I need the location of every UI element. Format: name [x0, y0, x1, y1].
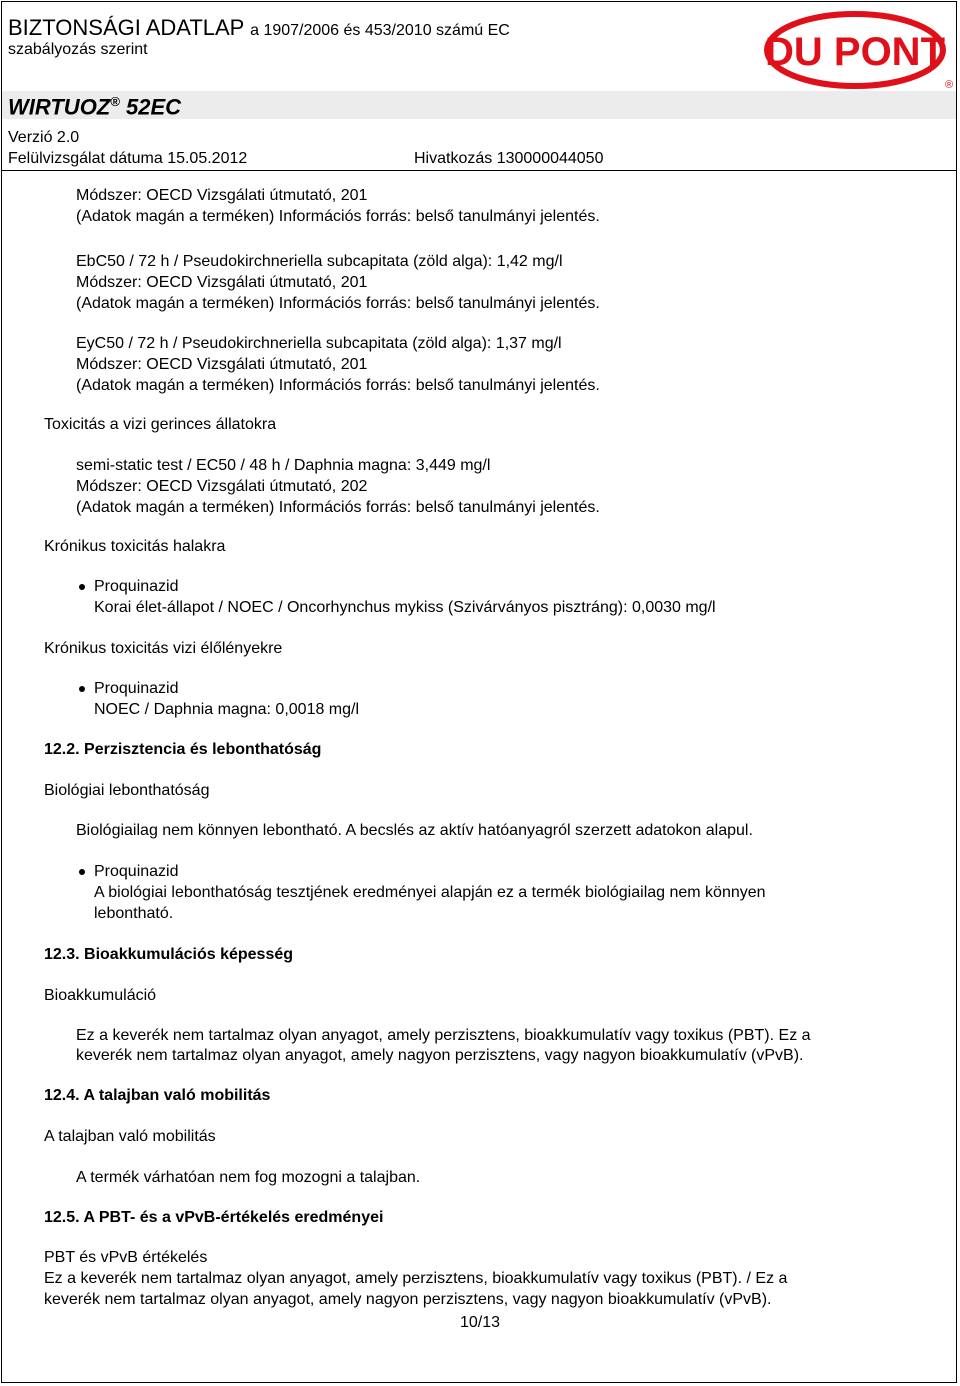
logo-text: DU PONT [765, 30, 945, 74]
substance-name: Proquinazid [94, 863, 179, 880]
pbt-assessment-statement-cont: keverék nem tartalmaz olyan anyagot, amely nagyon perzisztens, vagy nagyon bioakkumulatív (vPvB). [44, 1291, 772, 1308]
substance-name: Proquinazid [94, 680, 179, 697]
bioaccumulation-statement: Ez a keverék nem tartalmaz olyan anyagot, amely perzisztens, bioakkumulatív vagy toxikus (PBT). Ez a [76, 1027, 811, 1044]
product-name [8, 88, 181, 121]
method-line: Módszer: OECD Vizsgálati útmutató, 201 [76, 356, 368, 373]
bullet-icon [79, 584, 85, 590]
logo-registered-mark: ® [945, 79, 954, 91]
document-title-large: BIZTONSÁGI ADATLAP [8, 15, 244, 40]
product-registered-mark: ® [110, 94, 120, 109]
fish-noec-result: Korai élet-állapot / NOEC / Oncorhynchus mykiss (Szivárványos pisztráng): 0,0030 mg/l [94, 599, 716, 616]
section-12-3-heading: 12.3. Bioakkumulációs képesség [44, 946, 294, 963]
product-name-suffix: 52EC [125, 94, 182, 120]
ebc50-result: EbC50 / 72 h / Pseudokirchneriella subcapitata (zöld alga): 1,42 mg/l [76, 253, 563, 270]
subheading-pbt-assessment: PBT és vPvB értékelés [44, 1249, 208, 1266]
subheading-soil-mobility: A talajban való mobilitás [44, 1128, 216, 1145]
dupont-logo [762, 8, 952, 90]
reference-number: Hivatkozás 130000044050 [414, 150, 604, 167]
method-line: Módszer: OECD Vizsgálati útmutató, 202 [76, 478, 368, 495]
section-12-4-heading: 12.4. A talajban való mobilitás [44, 1087, 271, 1104]
biodegradability-statement: Biológiailag nem könnyen lebontható. A becslés az aktív hatóanyagról szerzett adatokon alapul. [76, 822, 753, 839]
bioaccumulation-statement-cont: keverék nem tartalmaz olyan anyagot, amely nagyon perzisztens, vagy nagyon bioakkumulatív (vPvB). [76, 1047, 804, 1064]
subheading-bioaccumulation: Bioakkumuláció [44, 987, 157, 1004]
biodegradability-test-result-cont: lebontható. [94, 905, 174, 922]
source-line: (Adatok magán a terméken) Információs forrás: belső tanulmányi jelentés. [76, 208, 600, 225]
section-12-2-heading: 12.2. Perzisztencia és lebonthatóság [44, 741, 322, 758]
bullet-icon [79, 869, 85, 875]
daphnia-ec50-result: semi-static test / EC50 / 48 h / Daphnia magna: 3,449 mg/l [76, 457, 491, 474]
source-line: (Adatok magán a terméken) Információs forrás: belső tanulmányi jelentés. [76, 499, 600, 516]
source-line: (Adatok magán a terméken) Információs forrás: belső tanulmányi jelentés. [76, 295, 600, 312]
document-title-regulation: a 1907/2006 és 453/2010 számú EC [250, 22, 510, 39]
page-number: 10/13 [459, 1314, 501, 1331]
method-line: Módszer: OECD Vizsgálati útmutató, 201 [76, 274, 368, 291]
method-line: Módszer: OECD Vizsgálati útmutató, 201 [76, 187, 368, 204]
subheading-invertebrate-toxicity: Toxicitás a vizi gerinces állatokra [44, 416, 277, 433]
daphnia-noec-result: NOEC / Daphnia magna: 0,0018 mg/l [94, 701, 360, 718]
subheading-chronic-aquatic-toxicity: Krónikus toxicitás vizi élőlényekre [44, 640, 283, 657]
document-subtitle: szabályozás szerint [8, 41, 148, 58]
revision-date: Felülvizsgálat dátuma 15.05.2012 [8, 150, 248, 167]
pbt-assessment-statement: Ez a keverék nem tartalmaz olyan anyagot, amely perzisztens, bioakkumulatív vagy toxikus (PBT). / Ez a [44, 1270, 788, 1287]
substance-name: Proquinazid [94, 578, 179, 595]
eyc50-result: EyC50 / 72 h / Pseudokirchneriella subcapitata (zöld alga): 1,37 mg/l [76, 335, 562, 352]
subheading-biodegradability: Biológiai lebonthatóság [44, 782, 210, 799]
biodegradability-test-result: A biológiai lebonthatóság tesztjének eredményei alapján ez a termék biológiailag nem könnyen [94, 884, 766, 901]
header-divider [2, 170, 956, 171]
version-label: Verzió 2.0 [8, 129, 80, 146]
section-12-5-heading: 12.5. A PBT- és a vPvB-értékelés eredményei [44, 1209, 384, 1226]
soil-mobility-statement: A termék várhatóan nem fog mozogni a talajban. [76, 1169, 421, 1186]
product-name-main: WIRTUOZ [8, 94, 111, 120]
bullet-icon [79, 686, 85, 692]
subheading-chronic-fish-toxicity: Krónikus toxicitás halakra [44, 538, 226, 555]
source-line: (Adatok magán a terméken) Információs forrás: belső tanulmányi jelentés. [76, 377, 600, 394]
